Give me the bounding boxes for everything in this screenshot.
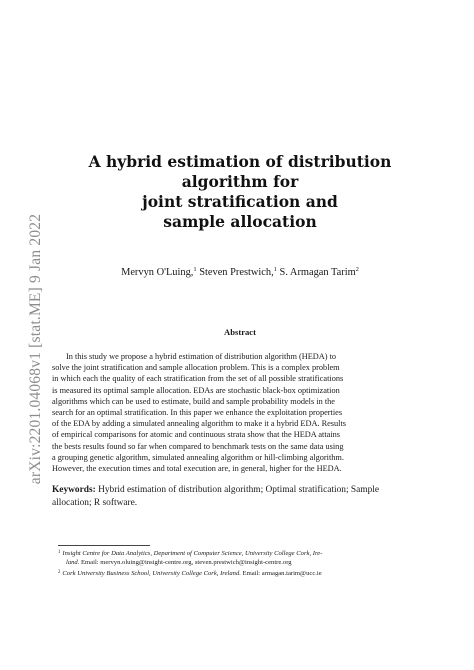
abstract-line: of the EDA by adding a simulated annealing algorithm to make it a hybrid EDA. Results — [52, 419, 347, 429]
affiliation-text: Cork University Business School, University College Cork, Ireland. — [62, 569, 241, 577]
affiliation-mark: 2 — [355, 266, 359, 273]
footnote-2 — [58, 568, 418, 578]
footnotes — [58, 548, 418, 578]
abstract-line: a grouping genetic algorithm, simulated annealing algorithm or hill-climbing algorithm. — [52, 452, 344, 462]
footnote-1 — [58, 548, 418, 558]
title-line: sample allocation — [163, 212, 317, 231]
abstract-line: search for an optimal stratification. In this paper we enhance the exploitation properties — [52, 408, 343, 418]
abstract-line: in which each the quality of each stratification from the set of all possible stratifications — [52, 374, 344, 384]
keywords-line: allocation; R software. — [52, 498, 138, 508]
email-text[interactable]: Email: armagan.tarim@ucc.ie — [240, 569, 322, 577]
abstract-line: algorithms which can be used to estimate, build and sample probability models in the — [52, 396, 335, 406]
email-text[interactable]: Email: mervyn.oluing@insight-centre.org, steven.prestwich@insight-centre.org — [79, 559, 292, 567]
footnote-1-continued — [58, 558, 418, 567]
footnote-mark: 1 — [58, 550, 61, 555]
author-name: Mervyn O'Luing, — [121, 267, 194, 278]
arxiv-identifier-text: arXiv:2201.04068v1 [stat.ME] 9 Jan 2022 — [27, 213, 45, 485]
abstract-line: solve the joint stratification and sample allocation problem. This is a complex problem — [52, 363, 340, 373]
paper-title — [70, 152, 410, 232]
affiliation-text: Insight Centre for Data Analytics, Department of Computer Science, University College Cork, Ire- — [62, 550, 323, 557]
footnote-mark: 2 — [58, 569, 61, 575]
abstract-line: However, the execution times and total execution are, in general, higher for the HEDA. — [52, 464, 342, 474]
title-line: algorithm for — [181, 172, 299, 191]
abstract-line: of empirical comparisons for atomic and continuous strata show that the HEDA attains — [52, 430, 341, 440]
keywords-text: Hybrid estimation of distribution algorithm; Optimal stratification; Sample — [95, 485, 380, 495]
keywords-label: Keywords: — [52, 485, 96, 495]
keywords-block — [52, 484, 418, 510]
footnote-divider — [58, 545, 150, 546]
abstract-line: is measured its optimal sample allocation. EDAs are stochastic black-box optimization — [52, 385, 340, 395]
title-line: joint stratification and — [142, 192, 338, 211]
affiliation-text: land. — [66, 559, 80, 567]
keywords-line — [52, 484, 418, 497]
author-name: S. Armagan Tarim — [276, 267, 356, 278]
affiliation-mark: 1 — [193, 266, 197, 273]
abstract-line: In this study we propose a hybrid estimation of distribution algorithm (HEDA) to — [66, 352, 337, 361]
affiliation-mark: 1 — [273, 266, 277, 273]
arxiv-identifier-stamp[interactable] — [24, 210, 48, 488]
author-list — [70, 266, 410, 278]
abstract-heading: Abstract — [224, 327, 256, 337]
abstract-line: the bests results found so far when compared to benchmark tests on the same data using — [52, 441, 344, 451]
author-name: Steven Prestwich, — [196, 267, 274, 278]
title-line: A hybrid estimation of distribution — [88, 152, 392, 171]
abstract-body — [52, 351, 418, 474]
